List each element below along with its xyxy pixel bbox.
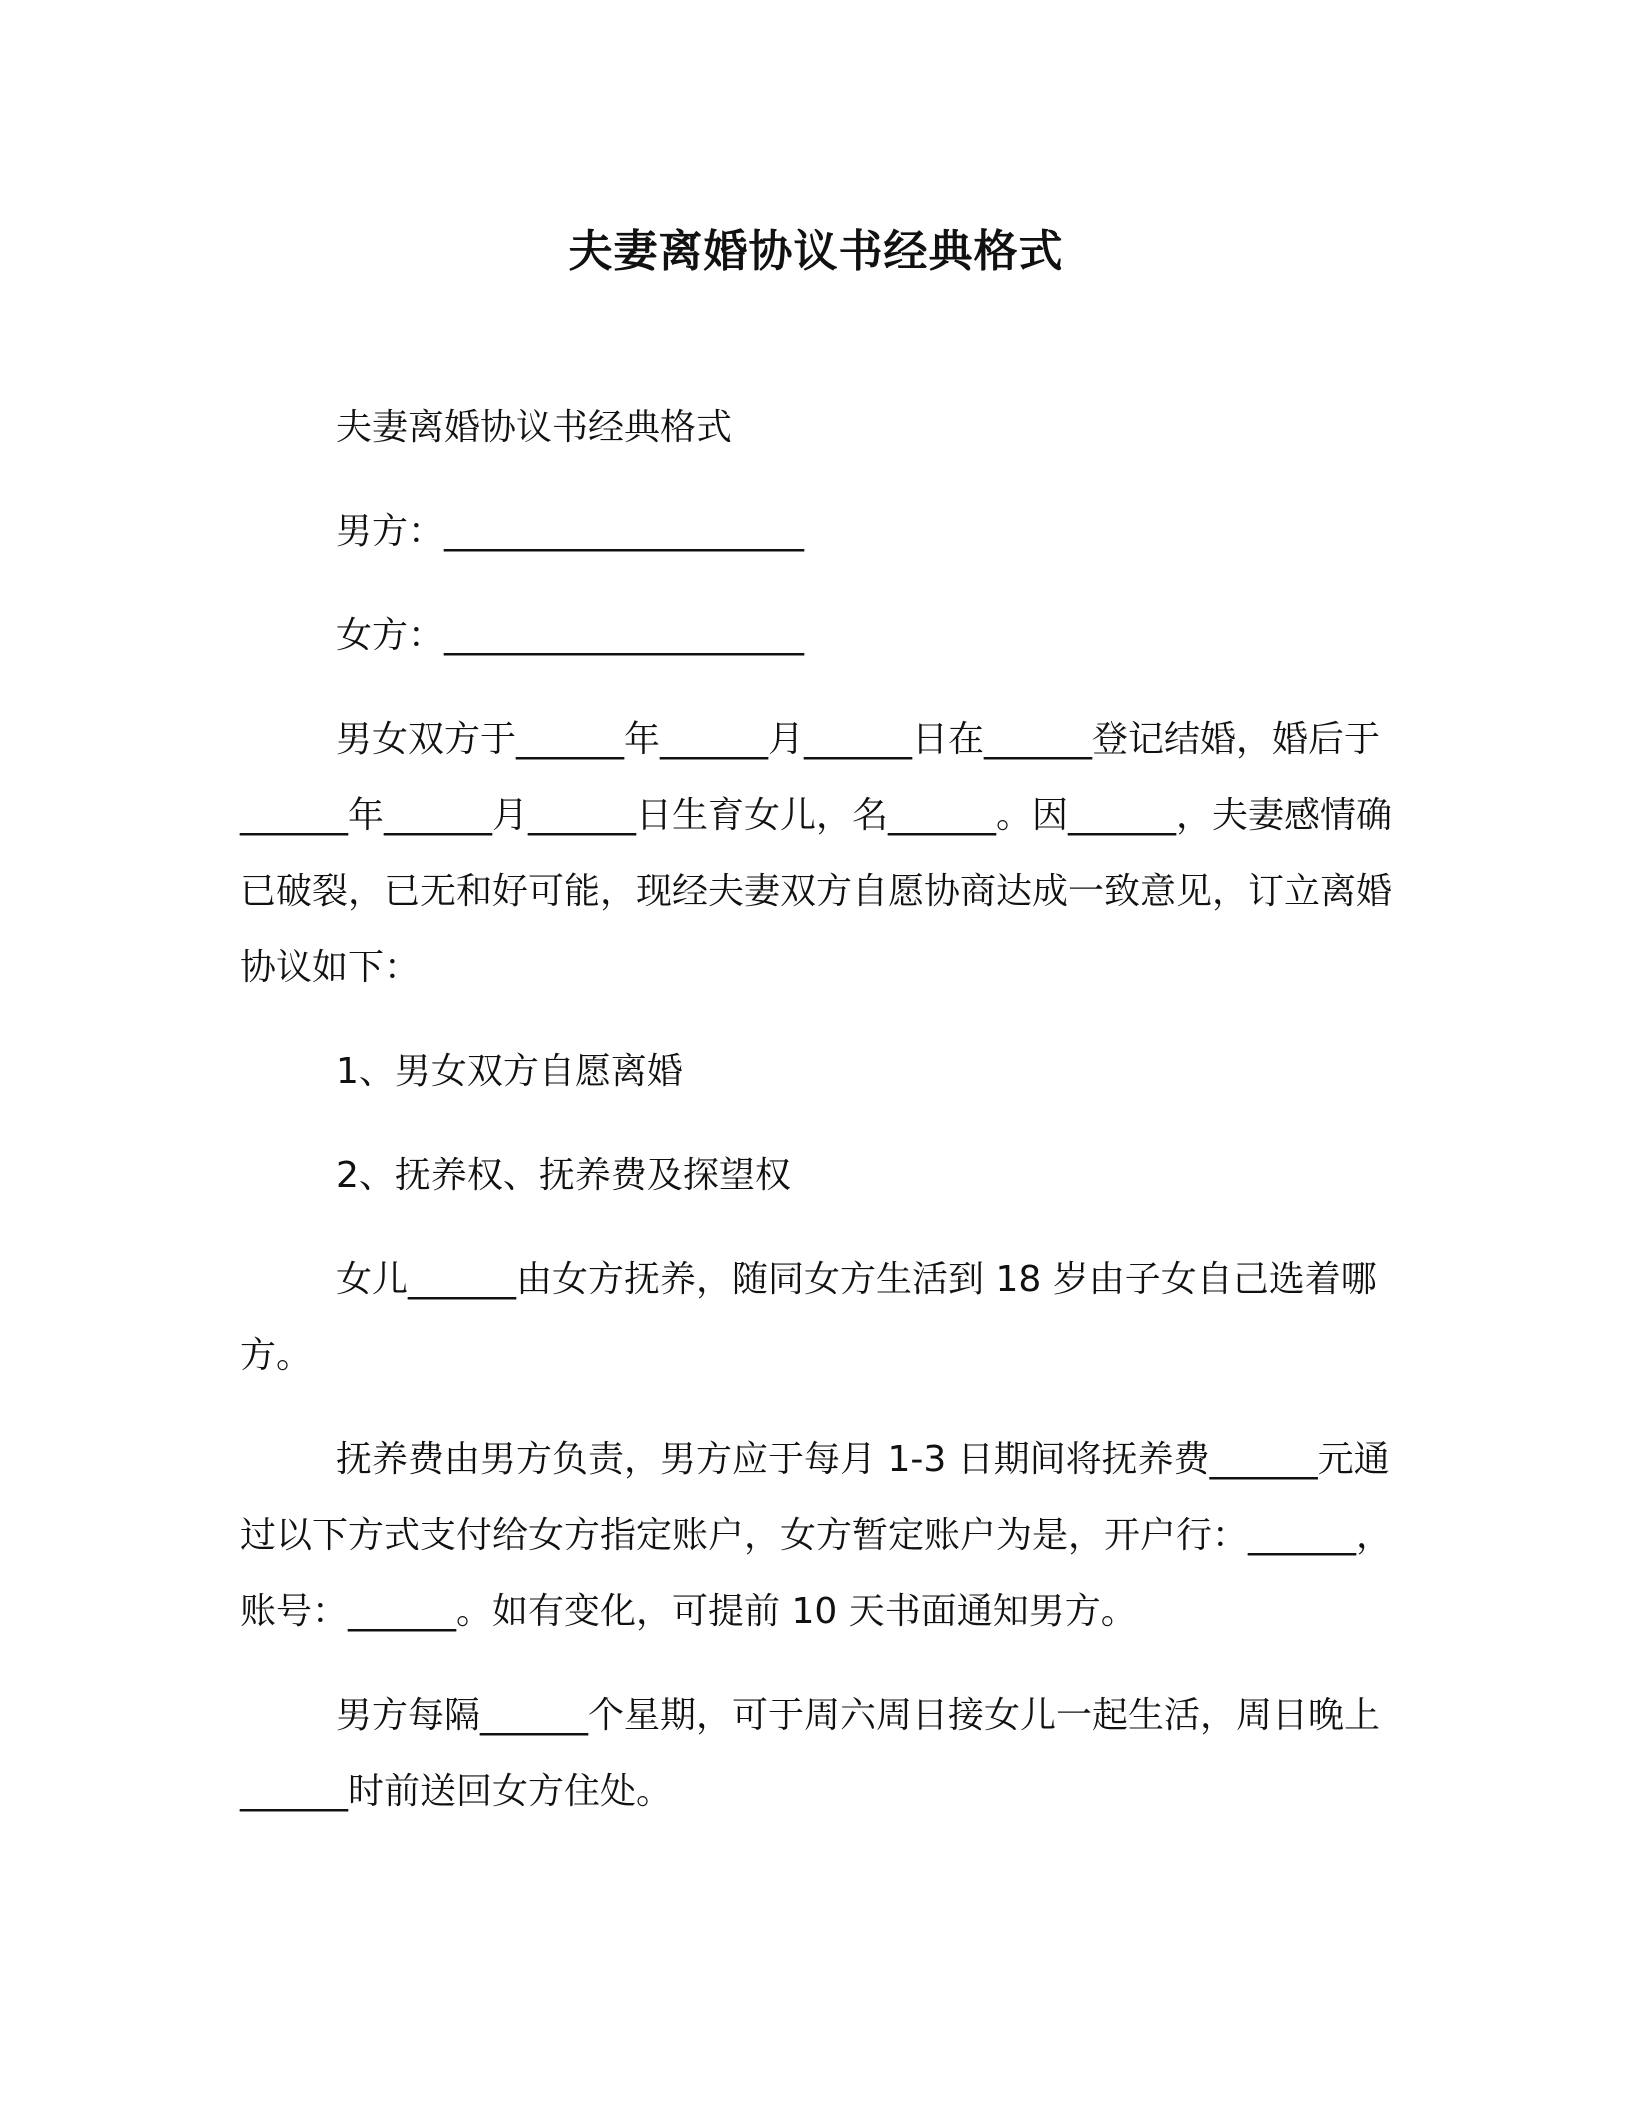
female-party-line: 女方：____________________ (336, 615, 805, 656)
marriage-details-paragraph: 男女双方于______年______月______日在______登记结婚，婚后于______年______月______日生育女儿，名______。因______，夫妻感情确已破裂，已无和好可能，现经夫妻双方自愿协商达成一致意见，订立离婚协议如下： (240, 719, 1393, 988)
male-party-line: 男方：____________________ (336, 511, 805, 552)
support-payment-paragraph: 抚养费由男方负责，男方应于每月 1-3 日期间将抚养费______元通过以下方式支付给女方指定账户，女方暂定账户为是，开户行：______，账号：______。如有变化，可提前 10 天书面通知男方。 (240, 1439, 1393, 1632)
subtitle-paragraph: 夫妻离婚协议书经典格式 (336, 407, 733, 448)
document-title: 夫妻离婚协议书经典格式 (568, 226, 1064, 277)
custody-paragraph: 女儿______由女方抚养，随同女方生活到 18 岁由子女自己选着哪方。 (240, 1259, 1377, 1376)
document-body (240, 390, 1392, 1858)
clause-1: 1、男女双方自愿离婚 (336, 1051, 683, 1092)
visitation-paragraph: 男方每隔______个星期，可于周六周日接女儿一起生活，周日晚上______时前送回女方住处。 (240, 1695, 1381, 1812)
clause-2: 2、抚养权、抚养费及探望权 (336, 1155, 791, 1196)
